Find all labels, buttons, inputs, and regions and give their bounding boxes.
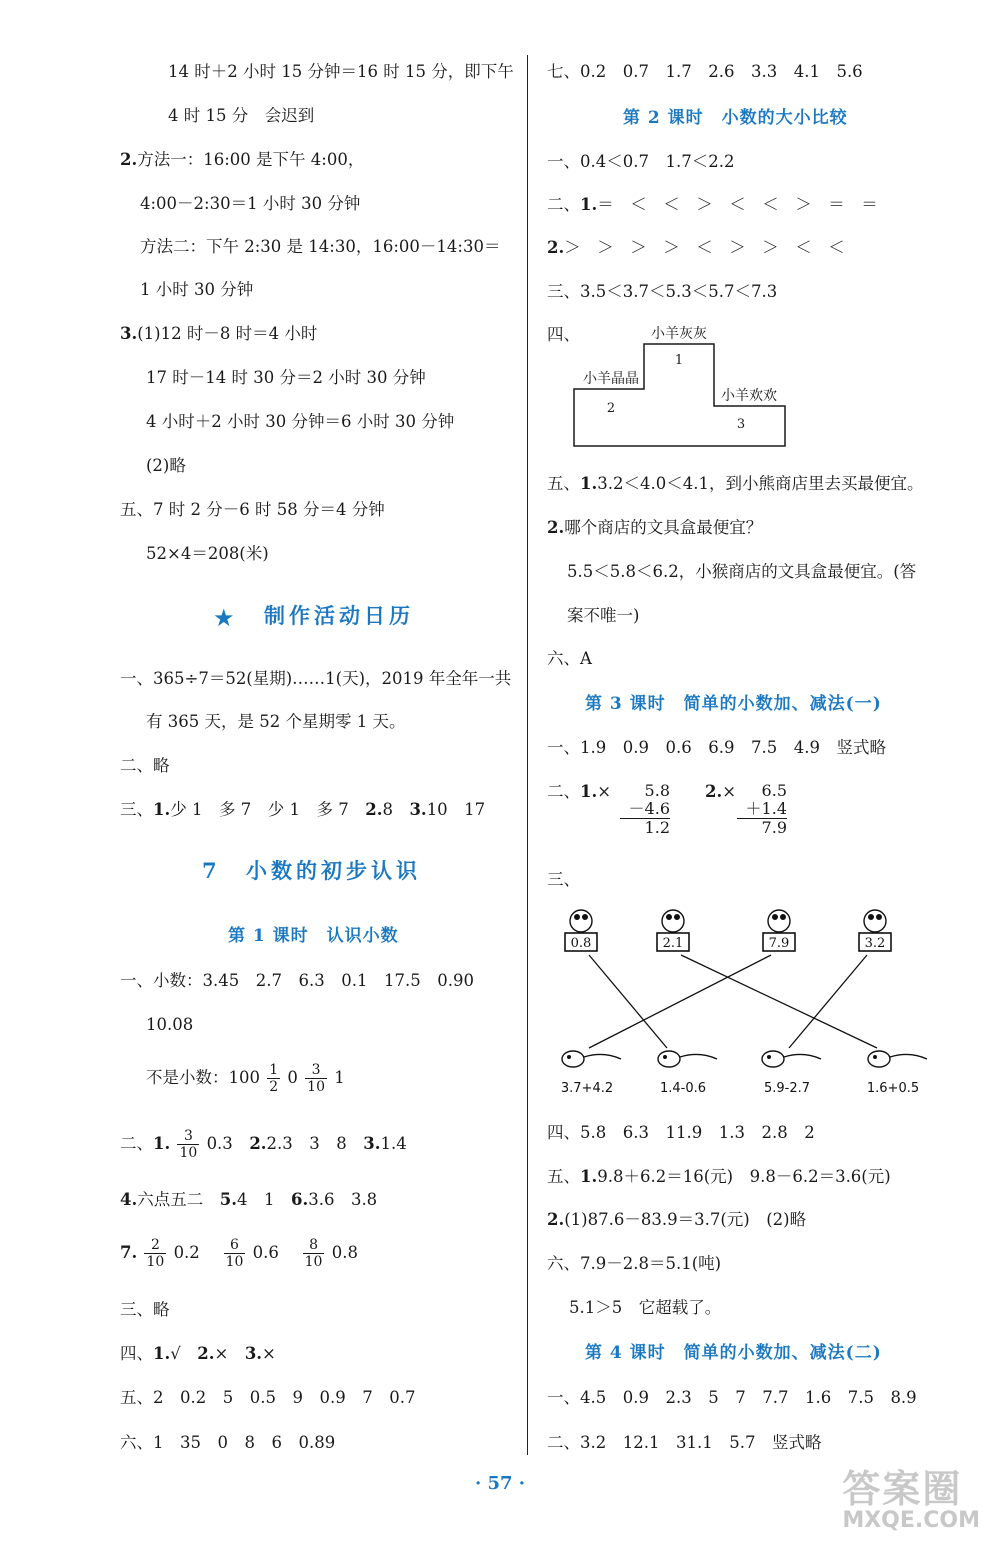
tadpole-row: [561, 1051, 927, 1096]
matching-line: [589, 955, 667, 1048]
frog-eye-icon: [772, 914, 778, 920]
tadpole-eye-icon: [767, 1055, 771, 1059]
calc-top: 5.8: [644, 781, 670, 800]
answer-item: 2.方法一：16:00 是下午 4:00，: [120, 150, 365, 169]
frog-eye-icon: [674, 914, 680, 920]
frog-row: [565, 910, 891, 951]
frog-eye-icon: [868, 914, 874, 920]
fraction: $\frac{8}{10}$: [304, 1237, 323, 1270]
matching-line: [681, 955, 877, 1048]
tadpole-eye-icon: [663, 1055, 667, 1059]
text-line: 五、7 时 2 分－6 时 58 分＝4 分钟: [120, 500, 385, 519]
frog-eye-icon: [780, 914, 786, 920]
frog-head-icon: [768, 910, 790, 932]
lesson-title: 第 3 课时 简单的小数加、减法(一): [585, 694, 882, 714]
tadpole-body-icon: [562, 1051, 584, 1067]
tadpole-expression: 1.6+0.5: [866, 1081, 920, 1096]
watermark-logo: [842, 1469, 980, 1533]
text-line: 四、: [547, 325, 580, 344]
matching-lines: [589, 955, 877, 1048]
matching-line: [589, 955, 771, 1048]
chapter-number: 7: [202, 858, 221, 883]
answer-item: 三、1.少 1 多 7 少 1 多 7 2.8 3.10 17: [120, 800, 486, 819]
tadpole-card: [561, 1051, 621, 1096]
text-line: 二、略: [120, 756, 170, 775]
matching-line: [789, 955, 867, 1048]
frog-eye-icon: [666, 914, 672, 920]
tadpole-tail-icon: [584, 1054, 621, 1059]
frog-value: 7.9: [768, 936, 790, 951]
text-line: 四、5.8 6.3 11.9 1.3 2.8 2: [547, 1123, 815, 1142]
text-line: 六、7.9－2.8＝5.1(吨): [547, 1254, 722, 1273]
text-line: 七、0.2 0.7 1.7 2.6 3.3 4.1 5.6: [547, 62, 863, 81]
answer-item: 2.＞ ＞ ＞ ＞ ＜ ＞ ＞ ＜ ＜: [547, 238, 845, 257]
second-place-rank: 2: [606, 401, 616, 416]
frog-value: 0.8: [570, 936, 592, 951]
vertical-calculation: [737, 782, 787, 837]
answer-item: 2.哪个商店的文具盒最便宜？: [547, 518, 763, 537]
text-line: 二、3.2 12.1 31.1 5.7 竖式略: [547, 1433, 822, 1452]
tadpole-expression: 5.9-2.7: [763, 1081, 811, 1096]
answer-item: 五、1.9.8＋6.2＝16(元) 9.8－6.2＝3.6(元): [547, 1167, 891, 1186]
text-line: 4 小时＋2 小时 30 分钟＝6 小时 30 分钟: [146, 412, 455, 431]
text-line: 5.1＞5 它超载了。: [569, 1298, 722, 1317]
calc-result: 7.9: [737, 818, 787, 837]
frog-eye-icon: [574, 914, 580, 920]
text-line: (2)略: [146, 456, 186, 475]
text-line: 三、3.5＜3.7＜5.3＜5.7＜7.3: [547, 282, 778, 301]
text-line: 5.5＜5.8＜6.2，小猴商店的文具盒最便宜。(答: [567, 562, 917, 581]
answer-item: 五、1.3.2＜4.0＜4.1，到小熊商店里去买最便宜。: [547, 474, 924, 493]
tadpole-expression: 1.4-0.6: [659, 1081, 707, 1096]
text-line: 一、0.4＜0.7 1.7＜2.2: [547, 152, 735, 171]
text-line: 六、A: [547, 649, 592, 668]
frog-card: [657, 910, 689, 951]
text-line: 方法二：下午 2:30 是 14:30，16:00－14:30＝: [140, 237, 501, 256]
tadpole-card: [867, 1051, 927, 1096]
text-line: 1 小时 30 分钟: [140, 280, 254, 299]
third-place-name: 小羊欢欢: [721, 388, 777, 404]
calc-operand: －4.6: [628, 799, 670, 818]
text-line: 一、365÷7＝52(星期)……1(天)，2019 年全年一共: [120, 669, 512, 688]
tadpole-body-icon: [868, 1051, 890, 1067]
frog-card: [859, 910, 891, 951]
second-place-name: 小羊晶晶: [583, 371, 639, 387]
answer-item: 二、1. $\frac{3}{10}$ 0.3 2.2.3 3 8 3.1.4: [120, 1128, 407, 1161]
frog-eye-icon: [876, 914, 882, 920]
tadpole-tail-icon: [784, 1054, 821, 1059]
fraction: $\frac{3}{10}$: [307, 1062, 325, 1095]
text-line: 六、1 35 0 8 6 0.89: [120, 1433, 336, 1452]
tadpole-body-icon: [762, 1051, 784, 1067]
answer-item: 不是小数：100 $\frac{1}{2}$ 0 $\frac{3}{10}$ 1: [146, 1062, 345, 1095]
fraction: $\frac{6}{10}$: [225, 1237, 244, 1270]
answer-item: 2.×: [705, 782, 737, 801]
text-line: 4:00－2:30＝1 小时 30 分钟: [140, 194, 361, 213]
tadpole-tail-icon: [890, 1054, 927, 1059]
fraction: $\frac{1}{2}$: [269, 1062, 279, 1095]
lesson-title: 第 4 课时 简单的小数加、减法(二): [585, 1343, 882, 1363]
calc-top: 6.5: [761, 781, 787, 800]
page-number: · 57 ·: [474, 1473, 526, 1494]
frog-card: [763, 910, 795, 951]
tadpole-eye-icon: [873, 1055, 877, 1059]
text-line: 17 时－14 时 30 分＝2 小时 30 分钟: [146, 368, 426, 387]
calc-result: 1.2: [620, 818, 670, 837]
fraction: $\frac{2}{10}$: [146, 1237, 165, 1270]
frog-eye-icon: [582, 914, 588, 920]
text-line: 有 365 天，是 52 个星期零 1 天。: [146, 712, 406, 731]
text-line: 一、小数：3.45 2.7 6.3 0.1 17.5 0.90: [120, 971, 474, 990]
tadpole-card: [658, 1051, 717, 1096]
vertical-calculation: [620, 782, 670, 837]
tadpole-body-icon: [658, 1051, 680, 1067]
first-place-name: 小羊灰灰: [651, 326, 707, 342]
frog-head-icon: [662, 910, 684, 932]
answer-item: 7. $\frac{2}{10}$ 0.2 $\frac{6}{10}$ 0.6 $\frac{8}{10}$ 0.8: [120, 1237, 358, 1270]
lesson-title: 第 2 课时 小数的大小比较: [623, 108, 848, 128]
calc-operand: ＋1.4: [745, 799, 787, 818]
frog-value: 3.2: [864, 936, 886, 951]
text-line: 10.08: [146, 1015, 194, 1034]
answer-item: 3.(1)12 时－8 时＝4 小时: [120, 324, 318, 343]
tadpole-eye-icon: [567, 1055, 571, 1059]
text-line: 一、4.5 0.9 2.3 5 7 7.7 1.6 7.5 8.9: [547, 1388, 917, 1407]
text-line: 三、: [547, 870, 580, 889]
fraction: $\frac{3}{10}$: [179, 1128, 198, 1161]
frog-head-icon: [864, 910, 886, 932]
text-line: 三、略: [120, 1300, 170, 1319]
podium-diagram: [571, 318, 791, 450]
tadpole-card: [762, 1051, 821, 1096]
answer-item: 2.(1)87.6－83.9＝3.7(元) (2)略: [547, 1210, 807, 1229]
column-divider: [527, 55, 528, 1455]
matching-diagram: [545, 905, 985, 1103]
frog-card: [565, 910, 597, 951]
tadpole-expression: 3.7+4.2: [560, 1081, 614, 1096]
text-line: 14 时＋2 小时 15 分钟＝16 时 15 分，即下午: [168, 62, 514, 81]
text-line: 52×4＝208(米): [146, 544, 269, 563]
text-line: 一、1.9 0.9 0.6 6.9 7.5 4.9 竖式略: [547, 738, 886, 757]
watermark-cn: 答案圈: [842, 1467, 963, 1511]
chapter-title: 小数的初步认识: [246, 858, 421, 883]
tadpole-tail-icon: [680, 1054, 717, 1059]
answer-item: 四、1.√ 2.× 3.×: [120, 1344, 276, 1363]
third-place-rank: 3: [736, 417, 746, 432]
lesson-title: 第 1 课时 认识小数: [228, 926, 399, 946]
answer-item: 二、1.×: [547, 782, 612, 801]
section-title: 制作活动日历: [264, 603, 414, 628]
frog-head-icon: [570, 910, 592, 932]
answer-item: 二、1.＝ ＜ ＜ ＞ ＜ ＜ ＞ ＝ ＝: [547, 195, 878, 214]
text-line: 五、2 0.2 5 0.5 9 0.9 7 0.7: [120, 1388, 416, 1407]
text-line: 案不唯一): [567, 606, 640, 625]
text-line: 4 时 15 分 会迟到: [168, 106, 315, 125]
first-place-rank: 1: [674, 353, 684, 368]
frog-value: 2.1: [662, 936, 684, 951]
watermark-url: MXQE.COM: [842, 1508, 980, 1533]
star-icon: ★: [213, 604, 235, 632]
answer-item: 4.六点五二 5.4 1 6.3.6 3.8: [120, 1190, 378, 1209]
